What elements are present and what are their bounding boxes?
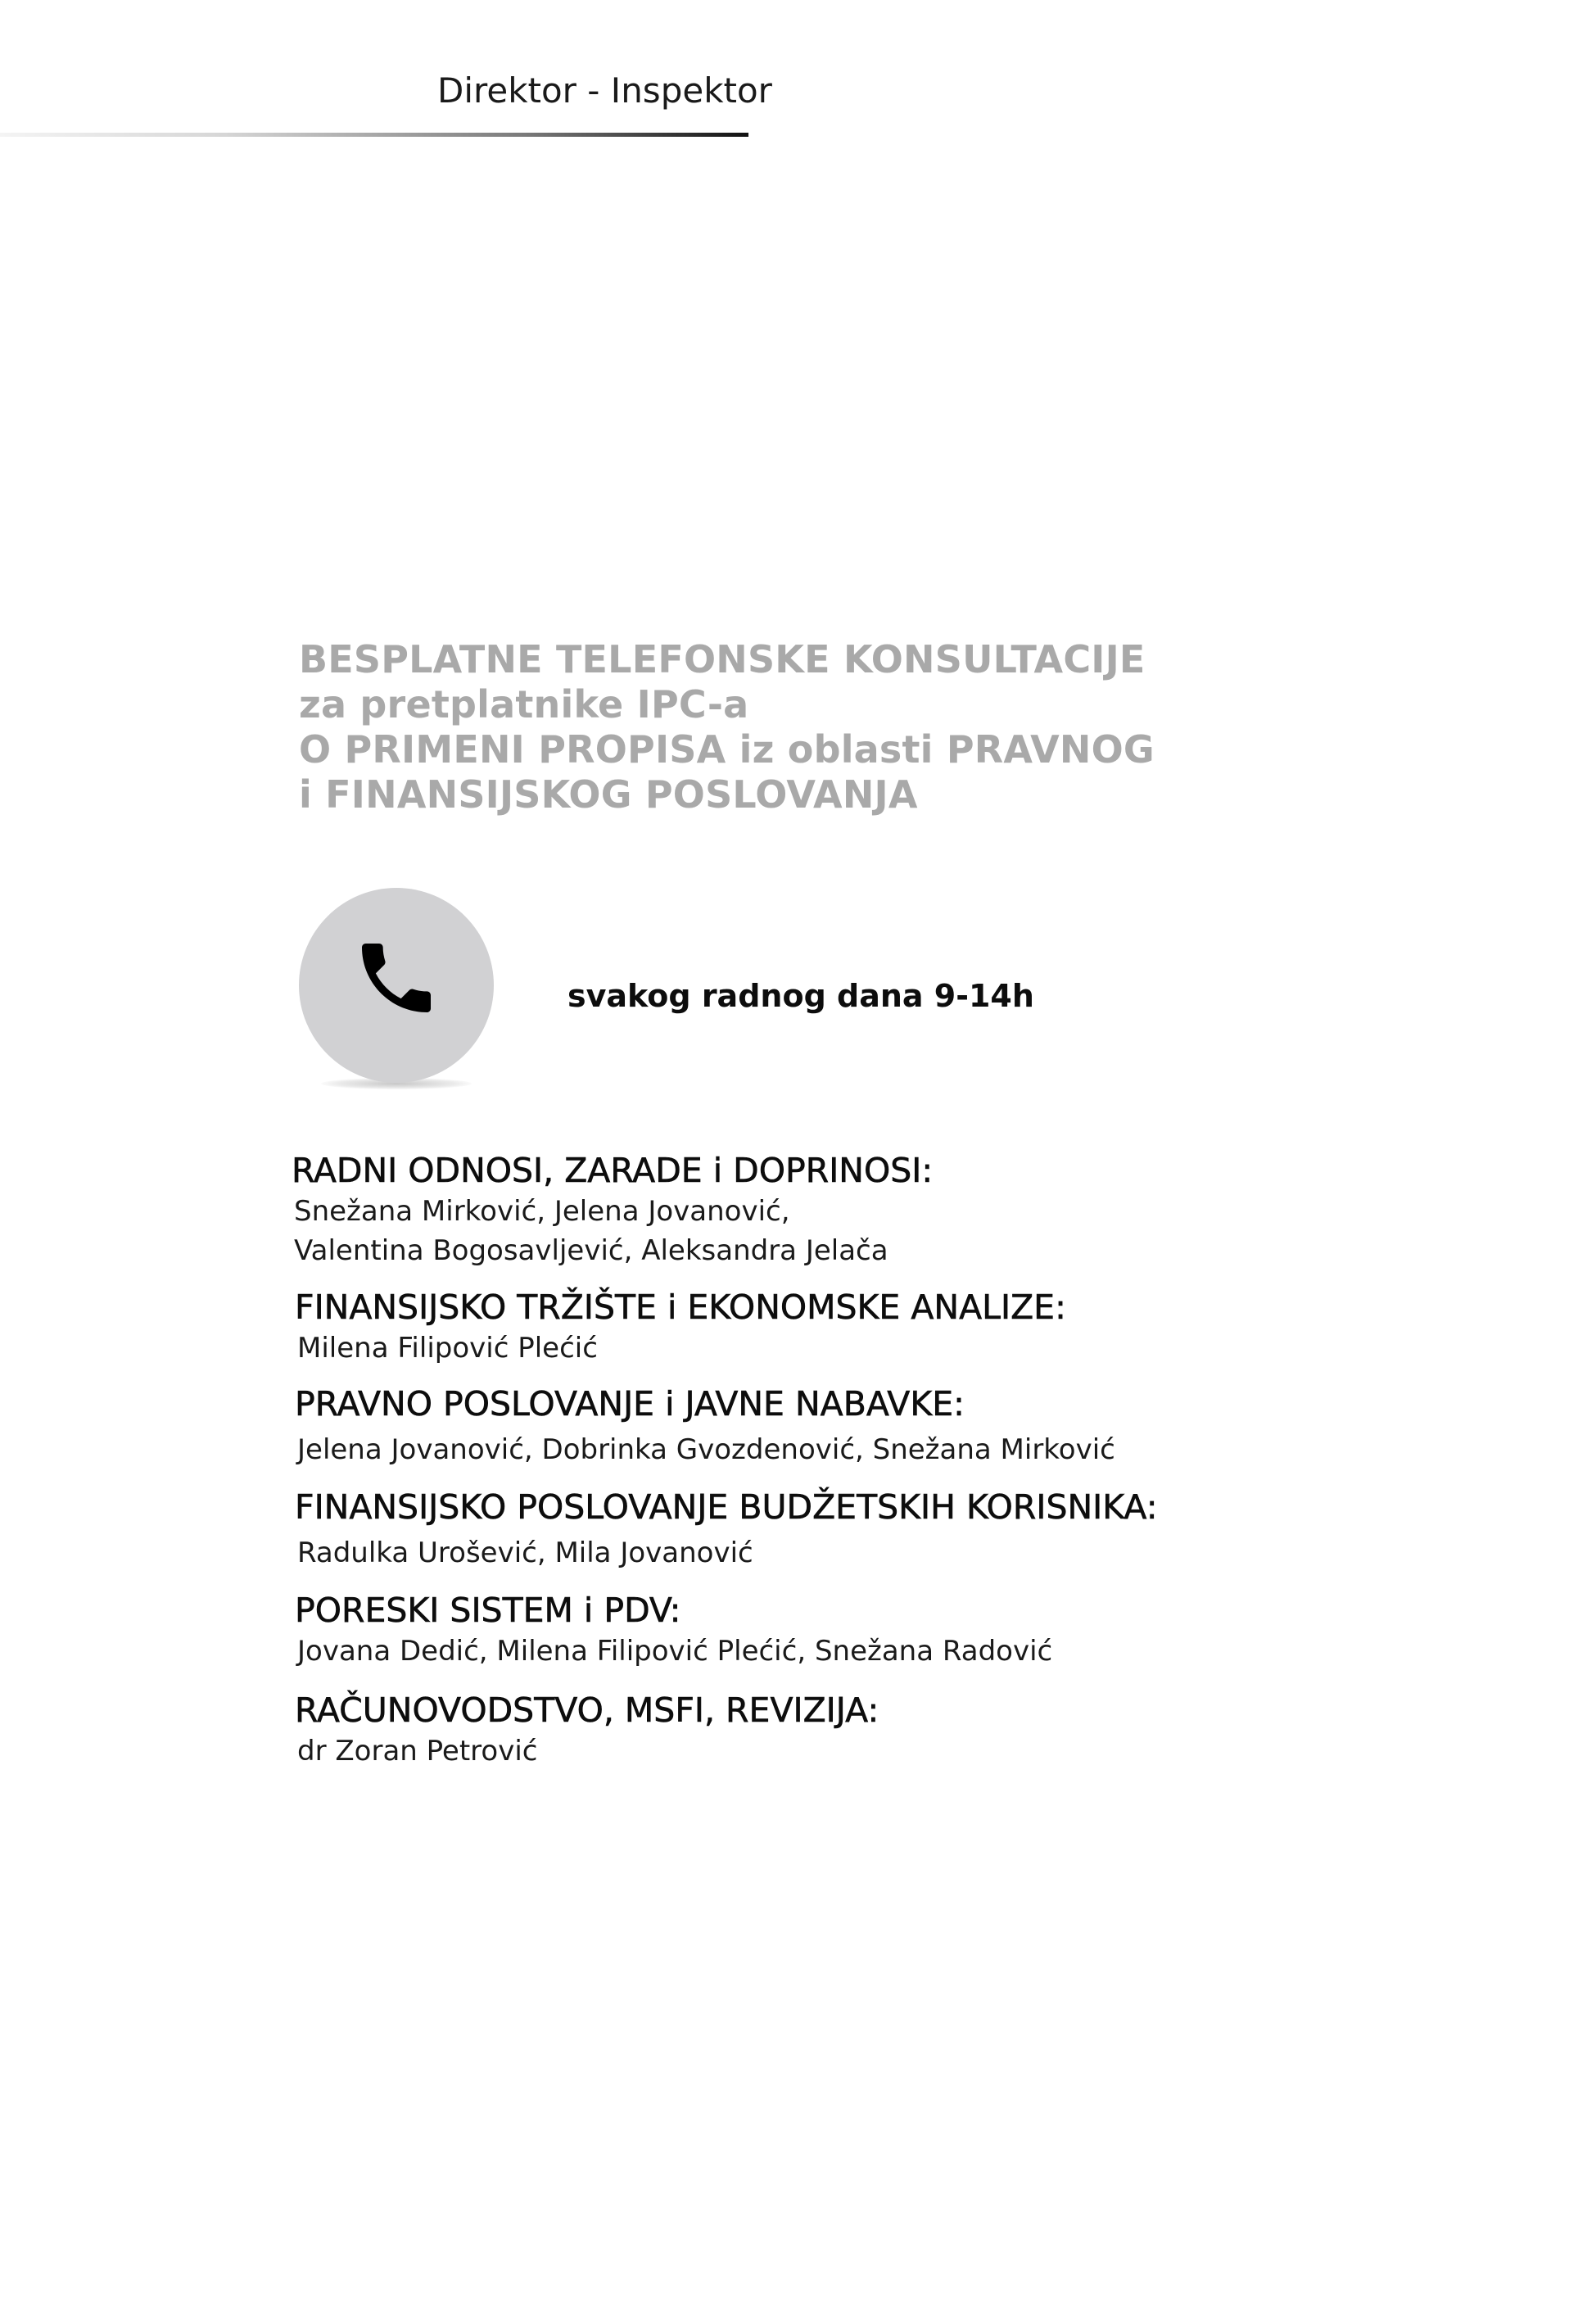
consultation-hours: svakog radnog dana 9-14h [567, 978, 1034, 1014]
section-heading: PRAVNO POSLOVANJE i JAVNE NABAVKE: [295, 1384, 965, 1424]
section-names: Jelena Jovanović, Dobrinka Gvozdenović, Snežana Mirković [297, 1433, 1115, 1466]
promo-line: za pretplatnike IPC-a [299, 682, 749, 726]
section-names: Valentina Bogosavljević, Aleksandra Jelača [294, 1234, 888, 1267]
section-names: Radulka Urošević, Mila Jovanović [297, 1537, 753, 1569]
section-radni-odnosi [292, 1149, 1438, 1270]
consultation-promo [299, 637, 1282, 817]
section-heading: FINANSIJSKO POSLOVANJE BUDŽETSKIH KORISNIKA: [295, 1487, 1158, 1527]
section-budzetski-korisnici [295, 1486, 1441, 1573]
section-heading: PORESKI SISTEM i PDV: [295, 1591, 681, 1630]
section-heading: FINANSIJSKO TRŽIŠTE i EKONOMSKE ANALIZE: [295, 1288, 1066, 1327]
section-finansijsko-trziste [295, 1286, 1441, 1368]
header-divider [0, 133, 748, 137]
section-names: Jovana Dedić, Milena Filipović Plećić, Snežana Radović [297, 1635, 1053, 1668]
section-racunovodstvo [295, 1689, 1441, 1771]
section-poreski-sistem [295, 1589, 1441, 1671]
section-names: Milena Filipović Plećić [297, 1332, 598, 1365]
section-heading: RAČUNOVODSTVO, MSFI, REVIZIJA: [295, 1691, 879, 1730]
promo-line: i FINANSIJSKOG POSLOVANJA [299, 772, 918, 817]
phone-icon [350, 932, 442, 1024]
section-names: dr Zoran Petrović [297, 1735, 538, 1768]
section-heading: RADNI ODNOSI, ZARADE i DOPRINOSI: [292, 1151, 934, 1190]
promo-line: BESPLATNE TELEFONSKE KONSULTACIJE [299, 637, 1146, 681]
promo-line: O PRIMENI PROPISA iz oblasti PRAVNOG [299, 727, 1155, 772]
page-header-title: Direktor - Inspektor [437, 70, 772, 111]
section-names: Snežana Mirković, Jelena Jovanović, [294, 1195, 790, 1228]
section-pravno-poslovanje [295, 1383, 1441, 1469]
